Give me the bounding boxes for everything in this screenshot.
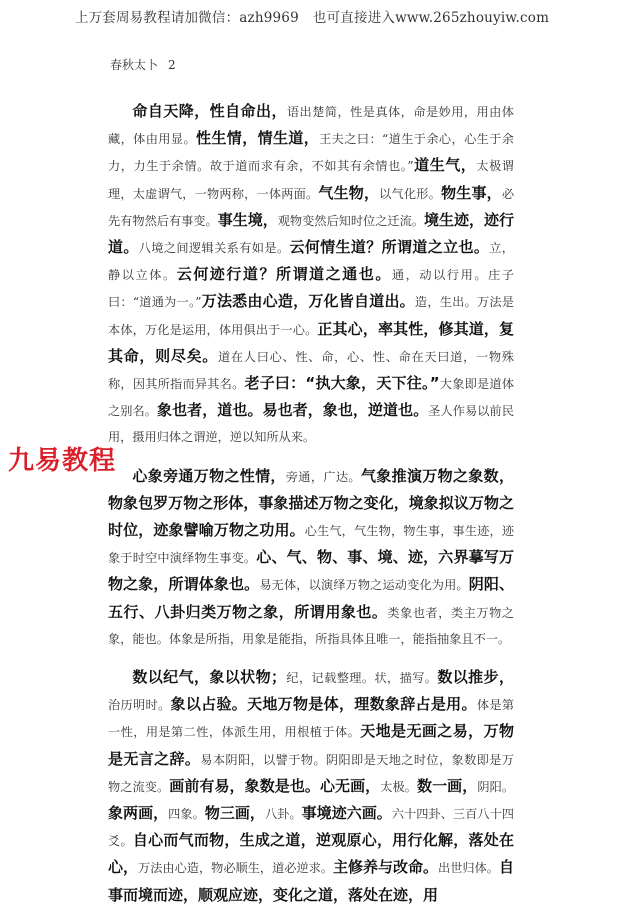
- bold-text-run: 云何情生道？所谓道之立也。: [289, 238, 490, 257]
- text-run: 六十四卦、三百八十四爻。: [108, 807, 514, 849]
- bold-text-run: 天地是无画之易，万物是无言之辞。: [108, 722, 514, 768]
- paragraph: [108, 463, 514, 652]
- banner-website-text: 也可直接进入www.265zhouyiw.com: [312, 10, 550, 26]
- text-run: 必先有物然后有事变。: [108, 186, 515, 228]
- bold-text-run: 老子曰：“执大象，天下往。”: [244, 374, 440, 393]
- text-run: 道在人曰心、性、命，心、性、命在天曰道，一物殊称，因其所指而异其名。: [108, 349, 514, 392]
- page-number: 2: [168, 58, 176, 72]
- bold-text-run: 气生物，: [318, 183, 380, 202]
- text-run: 万法由心造，物必顺生，道必逆求。: [138, 861, 334, 876]
- text-run: 通，动以行用。庄子曰：“道通为一。”: [108, 268, 514, 310]
- paragraph: [108, 664, 514, 909]
- paragraph: [108, 98, 514, 451]
- text-run: 大象即是道体之别名。: [108, 377, 515, 419]
- bold-text-run: 心、气、物、事、境、迹，六界摹写万物之象，所谓体象也。: [108, 548, 514, 594]
- bold-text-run: 性生情，情生道，: [196, 129, 320, 148]
- bold-text-run: 事境迹六画。: [301, 804, 392, 823]
- bold-text-run: 自心而气而物，生成之道，逆观原心，用行化解，落处在心，: [108, 831, 514, 877]
- text-run: 造，生出。万法是本体，万化是运用，体用俱出于一心。: [108, 295, 514, 337]
- text-run: 纪，记载整理。状，描写。: [285, 671, 438, 686]
- text-run: 王夫之曰：“道生于余心，心生于余力，力生于余情。故于道而求有余，不如其有余情也。”: [108, 132, 514, 174]
- text-run: 出世归体。: [438, 861, 499, 876]
- text-run: 观物变然后知时位之迁流。: [277, 213, 424, 228]
- document-body: [108, 98, 514, 909]
- bold-text-run: 数以纪气，象以状物；: [132, 668, 286, 687]
- bold-text-run: 心象旁通万物之性情，: [132, 466, 286, 485]
- bold-text-run: 境生迹，迹行道。: [108, 210, 514, 257]
- text-run: 太极谓理，太虚谓气，一物两称，一体两面。: [108, 159, 514, 201]
- text-run: 圣人作易以前民用，摄用归体之谓逆，逆以知所从来。: [108, 404, 515, 445]
- text-run: 以气化形。: [379, 186, 442, 201]
- bold-text-run: 云何迹行道？所谓道之通也。: [176, 265, 392, 284]
- bold-text-run: 自事而境而迹，顺观应迹，变化之道，落处在迹，用: [108, 858, 515, 904]
- text-run: 太极。: [380, 779, 418, 794]
- bold-text-run: 象两画，: [108, 804, 169, 823]
- bold-text-run: 命自天降，性自命出，: [132, 102, 287, 120]
- banner-wechat-text: 上万套周易教程请加微信：azh9969: [74, 10, 299, 26]
- text-run: 八卦。: [264, 807, 302, 822]
- bold-text-run: 事生境，: [217, 210, 278, 229]
- text-run: 语出楚简，性是真体，命是妙用，用由体藏，体由用显。: [108, 105, 514, 147]
- running-header: [110, 56, 176, 73]
- top-banner: [0, 6, 624, 26]
- text-run: 体是第一性，用是第二性，体派生用，用根植于体。: [108, 698, 515, 740]
- bold-text-run: 道生气，: [413, 156, 477, 175]
- bold-text-run: 数以推步，: [437, 668, 514, 687]
- bold-text-run: 主修养与改命。: [333, 858, 439, 877]
- bold-text-run: 象以占验。天地万物是体，理数象辞占是用。: [170, 695, 477, 714]
- text-run: 立，静以立体。: [108, 241, 514, 283]
- text-run: 旁通，广达。: [285, 469, 361, 484]
- text-run: 易本阴阳，以譬于物。阴阳即是天地之时位，象数即是万物之流变。: [108, 752, 514, 794]
- bold-text-run: 阴阳、五行、八卦归类万物之象，所谓用象也。: [108, 575, 514, 621]
- text-run: 心生气，气生物，物生事，事生迹，迹象于时空中演绎物生事变。: [108, 524, 515, 566]
- bold-text-run: 气象推演万物之象数，物象包罗万物之形体，事象描述万物之变化，境象拟议万物之时位，迹象譬喻万物之功用。: [108, 466, 514, 540]
- bold-text-run: 物生事，: [441, 183, 502, 202]
- bold-text-run: 画前有易，象数是也。心无画，: [169, 776, 381, 795]
- text-run: 易无体，以演绎万物之运动变化为用。: [259, 578, 469, 593]
- text-run: 类象也者，类主万物之象，能也。体象是所指，用象是能指，所指具体且唯一，能指抽象且不一。: [108, 605, 514, 646]
- bold-text-run: 万法悉由心造，万化皆自道出。: [201, 292, 415, 311]
- book-title: 春秋太卜: [110, 58, 159, 72]
- bold-text-run: 象也者，道也。易也者，象也，逆道也。: [157, 401, 429, 420]
- text-run: 阴阳。: [477, 779, 515, 794]
- bold-text-run: 物三画，: [204, 804, 265, 823]
- bold-text-run: 数一画，: [417, 776, 478, 795]
- text-run: 治历明时。: [108, 698, 171, 713]
- text-run: 四象。: [168, 807, 205, 822]
- bold-text-run: 正其心，率其性，修其道，复其命，则尽矣。: [108, 319, 514, 365]
- watermark-logo: 九易教程: [8, 446, 117, 476]
- text-run: 八境之间逻辑关系有如是。: [138, 241, 290, 256]
